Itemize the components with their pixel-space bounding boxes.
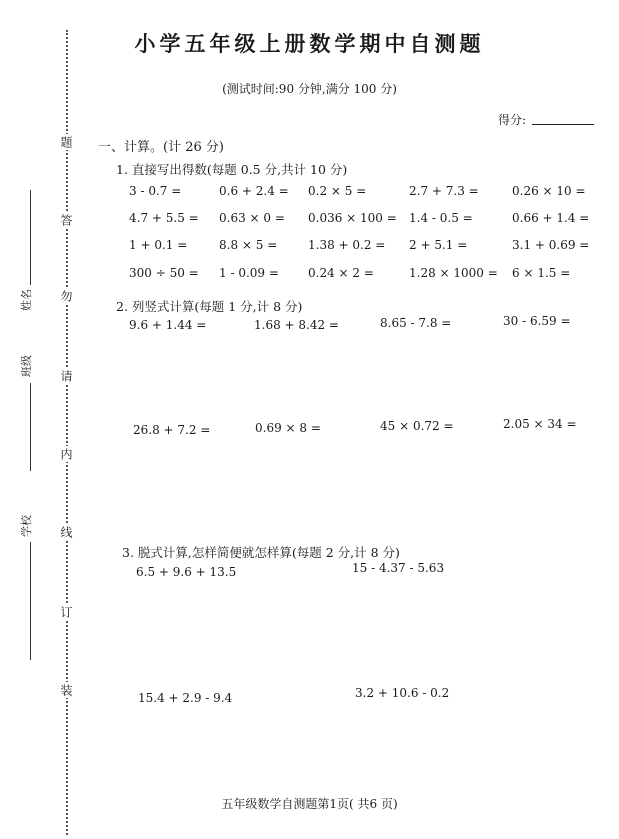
page-footer: 五年级数学自测题第1页( 共6 页) (221, 797, 398, 811)
problem: 0.66 + 1.4 = (512, 211, 590, 225)
problem: 0.036 × 100 = (308, 211, 397, 225)
field-label-name: 姓名 (20, 289, 33, 311)
problem: 1 + 0.1 = (129, 238, 188, 252)
problem: 26.8 + 7.2 = (133, 423, 211, 437)
problem: 1.4 - 0.5 = (409, 211, 473, 225)
page-subtitle: (测试时间:90 分钟,满分 100 分) (222, 82, 397, 96)
binding-char: 内 (59, 448, 73, 460)
problem: 3 - 0.7 = (129, 184, 182, 198)
problem: 8.8 × 5 = (219, 238, 278, 252)
problem: 6 × 1.5 = (512, 266, 571, 280)
problem: 3.2 + 10.6 - 0.2 (355, 686, 450, 700)
binding-char: 题 (59, 136, 73, 148)
problem: 0.6 + 2.4 = (219, 184, 289, 198)
problem: 8.65 - 7.8 = (380, 316, 452, 330)
problem: 30 - 6.59 = (503, 314, 571, 328)
field-label-school: 学校 (20, 515, 33, 537)
problem: 45 × 0.72 = (380, 419, 454, 433)
binding-char: 勿 (59, 290, 73, 302)
problem: 0.24 × 2 = (308, 266, 374, 280)
binding-char: 答 (59, 214, 73, 226)
problem: 1.28 × 1000 = (409, 266, 498, 280)
part1-heading: 1. 直接写出得数(每题 0.5 分,共计 10 分) (116, 162, 348, 177)
problem: 15.4 + 2.9 - 9.4 (138, 691, 233, 705)
problem: 300 ÷ 50 = (129, 266, 199, 280)
problem: 9.6 + 1.44 = (129, 318, 207, 332)
problem: 2.05 × 34 = (503, 417, 577, 431)
binding-char: 装 (59, 684, 73, 696)
field-line-name[interactable] (30, 190, 31, 285)
part2-heading: 2. 列竖式计算(每题 1 分,计 8 分) (116, 299, 303, 314)
page-title: 小学五年级上册数学期中自测题 (134, 31, 485, 56)
problem: 1.68 + 8.42 = (254, 318, 339, 332)
problem: 3.1 + 0.69 = (512, 238, 590, 252)
problem: 1.38 + 0.2 = (308, 238, 386, 252)
field-line-class[interactable] (30, 383, 31, 471)
problem: 1 - 0.09 = (219, 266, 279, 280)
binding-dotted-line (66, 30, 68, 835)
score-field[interactable] (532, 124, 594, 125)
binding-char: 线 (59, 526, 73, 538)
score-label: 得分: (498, 113, 527, 127)
problem: 15 - 4.37 - 5.63 (352, 561, 445, 575)
field-label-class: 班级 (20, 355, 33, 377)
problem: 4.7 + 5.5 = (129, 211, 199, 225)
field-line-school[interactable] (30, 542, 31, 660)
binding-char: 订 (59, 606, 73, 618)
problem: 0.2 × 5 = (308, 184, 367, 198)
section-heading: 一、计算。(计 26 分) (98, 140, 224, 155)
problem: 2 + 5.1 = (409, 238, 468, 252)
problem: 0.26 × 10 = (512, 184, 586, 198)
problem: 2.7 + 7.3 = (409, 184, 479, 198)
part3-heading: 3. 脱式计算,怎样简便就怎样算(每题 2 分,计 8 分) (122, 545, 400, 560)
problem: 6.5 + 9.6 + 13.5 (136, 565, 237, 579)
binding-char: 请 (59, 370, 73, 382)
problem: 0.63 × 0 = (219, 211, 285, 225)
problem: 0.69 × 8 = (255, 421, 321, 435)
